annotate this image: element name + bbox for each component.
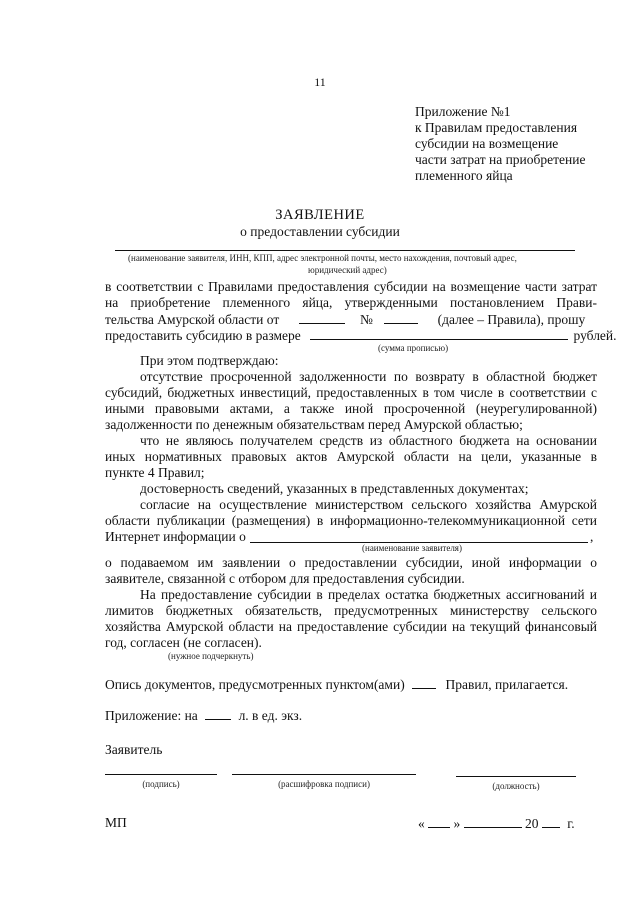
confirm-lead: При этом подтверждаю: (140, 353, 279, 368)
inventory-line (105, 676, 568, 693)
date-month-blank (464, 815, 522, 828)
intro-line-3 (105, 311, 585, 328)
position-hint: (должность) (492, 781, 540, 791)
signature-decoding-hint: (расшифровка подписи) (278, 779, 370, 789)
intro-line-1: в соответствии с Правилами предоставления субсидии на возмещение части затрат (105, 279, 597, 294)
intro-amount-label: предоставить субсидию в размере (105, 328, 301, 343)
confirm-p1-line-1: отсутствие просроченной задолженности по возврату в областной бюджет (140, 369, 597, 384)
attachment-line (105, 707, 302, 724)
date-suffix: г. (567, 816, 575, 831)
confirm-p2-line-1: что не являюсь получателем средств из областного бюджета на основании (140, 433, 597, 448)
consent-line-1: На предоставление субсидии в пределах остатка бюджетных ассигнований и (140, 587, 597, 602)
inventory-label: Опись документов, предусмотренных пунктом(ами) (105, 677, 405, 692)
confirm-p4-line-1: согласие на осуществление министерством сельского хозяйства Амурской (140, 497, 597, 512)
page-number: 11 (314, 75, 326, 89)
date-close-quote: » (453, 816, 461, 831)
confirm-p3: достоверность сведений, указанных в представленных документах; (140, 481, 529, 496)
signature-hint: (подпись) (142, 779, 180, 789)
applicant-info-hint-2: юридический адрес) (308, 265, 387, 275)
date-year-prefix: 20 (525, 816, 539, 831)
confirm-p1-line-4: задолженности по денежным обязательствам перед Амурской областью; (105, 417, 523, 432)
appendix-line: к Правилам предоставления (415, 120, 578, 135)
attachment-label: Приложение: на (105, 708, 198, 723)
applicant-name-hint: (наименование заявителя) (362, 543, 462, 553)
stamp-label: МП (105, 815, 127, 830)
consent-line-2: лимитов бюджетных обязательств, предусмотренных министерству сельского (105, 603, 597, 618)
signature-line (105, 774, 217, 775)
document-subtitle: о предоставлении субсидии (240, 224, 400, 239)
decree-date-blank (299, 311, 345, 324)
confirm-p1-line-3: иными правовыми актами, а также иной просроченной (неурегулированной) (105, 401, 597, 416)
attachment-pages-blank (205, 707, 231, 720)
intro-rules-ref: (далее – Правила), прошу (437, 312, 586, 327)
intro-number-sign: № (359, 312, 373, 327)
appendix-block (415, 104, 625, 184)
appendix-line: части затрат на приобретение (415, 152, 586, 167)
attachment-suffix: л. в ед. экз. (238, 708, 303, 723)
consent-line-4: год, согласен (не согласен). (105, 635, 262, 650)
confirm-p4-line-2: области публикации (размещения) в информационно-телекоммуникационной сети (105, 513, 597, 528)
intro-date-label: тельства Амурской области от (105, 312, 280, 327)
applicant-label: Заявитель (105, 742, 163, 757)
amount-hint: (сумма прописью) (378, 343, 449, 353)
decree-number-blank (384, 311, 418, 324)
appendix-line: Приложение №1 (415, 104, 511, 119)
confirm-p2-line-3: пункте 4 Правил; (105, 465, 205, 480)
date-line (418, 815, 575, 832)
date-year-blank (542, 815, 560, 828)
confirm-p2-line-2: иных нормативных правовых актов Амурской области на цели, указанные в (105, 449, 597, 464)
intro-line-2: на приобретение племенного яйца, утвержденными постановлением Прави- (105, 295, 597, 310)
underline-hint: (нужное подчеркнуть) (168, 651, 254, 661)
confirm-p4-cont-2: заявителе, связанной с отбором для предоставления субсидии. (105, 571, 465, 586)
confirm-p4-cont-1: о подаваемом им заявлении о предоставлении субсидии, иной информации о (105, 555, 597, 570)
appendix-line: субсидии на возмещение (415, 136, 559, 151)
signature-decoding-line (232, 774, 416, 775)
confirm-p1-line-2: субсидий, бюджетных инвестиций, предоставленных в том числе в соответствии с (105, 385, 597, 400)
appendix-line: племенного яйца (415, 168, 513, 183)
consent-line-3: хозяйства Амурской области на предоставление субсидии на текущий финансовый (105, 619, 597, 634)
intro-line-4 (105, 327, 617, 344)
confirm-p4-line-3: Интернет информации о (105, 529, 246, 544)
position-line (456, 776, 576, 777)
date-open-quote: « (418, 816, 425, 831)
inventory-suffix: Правил, прилагается. (445, 677, 569, 692)
inventory-items-blank (412, 676, 436, 689)
document-title: ЗАЯВЛЕНИЕ (275, 207, 365, 223)
applicant-info-hint: (наименование заявителя, ИНН, КПП, адрес электронной почты, место нахождения, почтовый адрес, (128, 253, 517, 263)
amount-blank (310, 327, 568, 340)
applicant-info-line (115, 250, 575, 251)
date-day-blank (428, 815, 450, 828)
intro-currency: рублей. (573, 328, 617, 343)
